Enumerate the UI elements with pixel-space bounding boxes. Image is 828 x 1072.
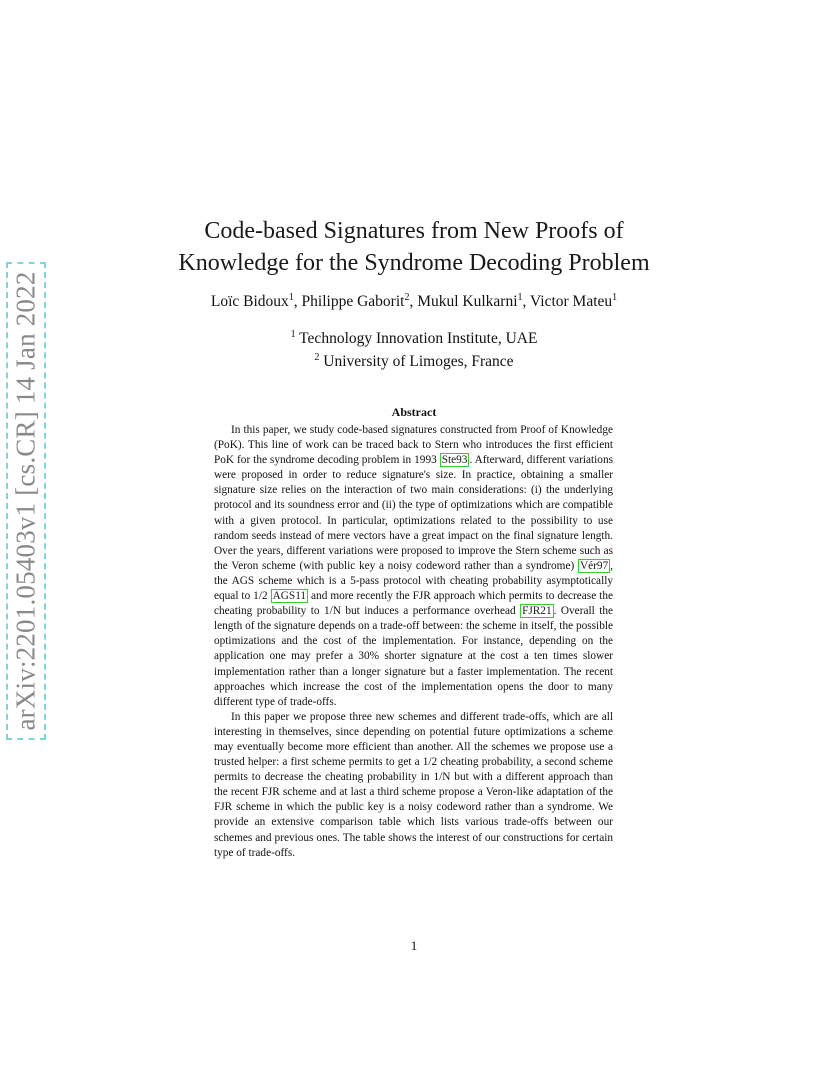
author: Mukul Kulkarni$^1$, <box>417 292 530 311</box>
affiliation-marker: 1 <box>517 292 523 303</box>
affiliation-marker: 2 <box>404 292 410 303</box>
paper-title <box>150 215 678 279</box>
citation-link[interactable]: Vér97 <box>579 559 609 572</box>
citation-link[interactable]: Ste93 <box>441 454 468 467</box>
abstract-paragraph-2: In this paper we propose three new schemes and different trade-offs, which are all interesting in themselves, since depending on potential future optimizations a scheme may eventually become more efficient than another. All the schemes we propose use a trusted helper: a first scheme permits to get a 1/2 cheating probability, a second scheme permits to decrease the cheating probability in 1/N but with a different approach than the recent FJR scheme and at last a third scheme propose a Veron-like adaptation of the FJR scheme in which the public key is a noisy codeword rather than a syndrome. We provide an extensive comparison table which lists various trade-offs between our schemes and previous ones. The table shows the interest of our constructions for certain type of trade-offs. <box>214 710 613 859</box>
author: Loïc Bidoux$^1$, <box>210 292 302 311</box>
author: Victor Mateu$^1$ <box>530 292 618 311</box>
affiliation-marker: 1 <box>612 292 618 303</box>
arxiv-id-text: arXiv:2201.05403v1 [cs.CR] 14 Jan 2022 <box>10 271 41 731</box>
citation-link[interactable]: FJR21 <box>522 605 552 618</box>
abstract-body <box>214 423 613 861</box>
title-line-2: Knowledge for the Syndrome Decoding Problem <box>178 250 650 276</box>
citation-link[interactable]: AGS11 <box>272 590 307 603</box>
affiliation: $^1$ Technology Innovation Institute, UAE <box>290 329 538 348</box>
page-number: 1 <box>410 938 418 953</box>
title-line-1: Code-based Signatures from New Proofs of <box>204 218 624 244</box>
author-list <box>150 292 678 311</box>
abstract-heading: Abstract <box>391 405 437 419</box>
affiliation-marker: 1 <box>288 292 294 303</box>
affiliation-list <box>150 325 678 371</box>
affiliation: $^2$ University of Limoges, France <box>314 352 514 371</box>
arxiv-identifier-stamp <box>6 262 46 740</box>
author: Philippe Gaborit$^2$, <box>301 292 418 311</box>
abstract-paragraph-1: In this paper, we study code-based signatures constructed from Proof of Knowledge (PoK). This line of work can be traced back to Stern who introduces the first efficient PoK for the syndrome decoding problem in 1993 Ste93 . Afterward, different variations were proposed in order to reduce signature's size. In practice, obtaining a smaller signature size relies on the interaction of two main considerations: (i) the underlying protocol and its soundness error and (ii) the type of optimizations which are compatible with a given protocol. In particular, optimizations related to the possibility to use random seeds instead of mere vectors have a great impact on the final signature length. Over the years, different variations were proposed to improve the Stern scheme such as the Veron scheme (with public key a noisy codeword rather than a syndrome) Vér97 , the AGS scheme which is a 5-pass protocol with cheating probability asymptotically equal to 1/2 AGS11 and more recently the FJR approach which permits to decrease the cheating probability to 1/N but induces a performance overhead FJR21 . Overall the length of the signature depends on a trade-off between: the scheme in itself, the possible optimizations and the cost of the implementation. For instance, depending on the application one may prefer a 30% shorter signature at the cost a ten times slower implementation rather than a longer signature but a faster implementation. The recent approaches which increase the cost of the implementation opens the door to many different type of trade-offs. <box>214 424 613 708</box>
